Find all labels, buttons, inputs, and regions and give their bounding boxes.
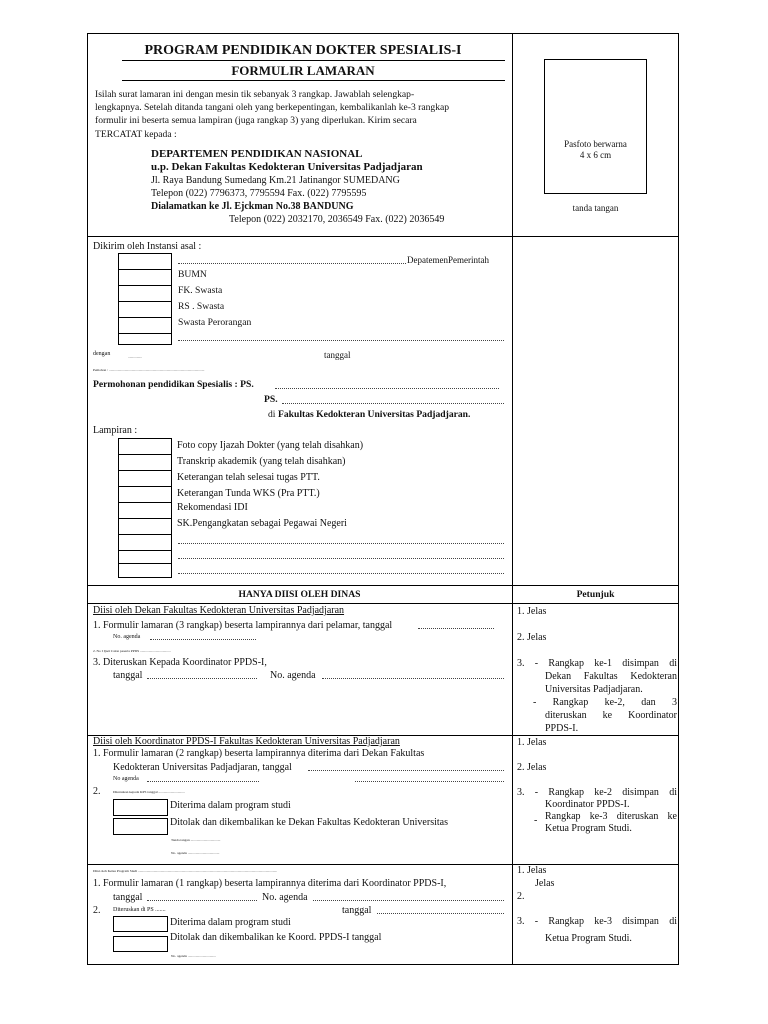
recipient-phone: Telepon (022) 7796373, 7795594 Fax. (022) 7795595 bbox=[151, 188, 367, 199]
request-blank-1[interactable] bbox=[275, 388, 499, 389]
checkbox-attach-9[interactable] bbox=[118, 563, 172, 578]
sec3-hint-3a: 3. - Rangkap ke-3 disimpan di bbox=[517, 916, 677, 927]
sec1-item3a: 3. Diteruskan Kepada Koordinator PPDS-I, bbox=[93, 657, 267, 668]
sec2-opt1: Diterima dalam program studi bbox=[170, 800, 291, 811]
sec1-item3b: tanggal bbox=[113, 670, 143, 681]
sec3-item2: 2. bbox=[93, 905, 101, 916]
sec2-title: Diisi oleh Koordinator PPDS-I Fakultas Kedokteran Universitas Padjadjaran bbox=[93, 736, 400, 747]
sec3-item1c-blank[interactable] bbox=[313, 900, 504, 901]
form-title: PROGRAM PENDIDIKAN DOKTER SPESIALIS-I bbox=[144, 43, 462, 58]
sec2-hint-1: 1. Jelas bbox=[517, 737, 547, 748]
sec2-hint-3d: Ketua Program Studi. bbox=[545, 823, 632, 834]
request-faculty: Fakultas Kedokteran Universitas Padjadjaran. bbox=[278, 409, 471, 420]
office-header: HANYA DIISI OLEH DINAS bbox=[238, 589, 361, 600]
form-subtitle: FORMULIR LAMARAN bbox=[231, 63, 375, 78]
tanggal-label: tanggal bbox=[324, 350, 351, 360]
sec2-hint-2: 2. Jelas bbox=[517, 762, 547, 773]
sec1-item1: 1. Formulir lamaran (3 rangkap) beserta lampirannya dari pelamar, tanggal bbox=[93, 620, 393, 631]
request-di: di bbox=[268, 409, 276, 420]
sec2-opt2: Ditolak dan dikembalikan ke Dekan Fakultas Kedokteran Universitas bbox=[170, 817, 448, 828]
checkbox-sender-6[interactable] bbox=[118, 333, 172, 345]
sender-option-1: DepatemenPemerintah bbox=[407, 255, 489, 265]
attachments-label: Lampiran : bbox=[93, 425, 138, 436]
checkbox-attach-8[interactable] bbox=[118, 550, 172, 564]
attach-blank-3[interactable] bbox=[178, 573, 504, 574]
sec3-item1c: No. agenda bbox=[262, 892, 308, 903]
sec1-hint-3f: PPDS-I. bbox=[545, 723, 579, 734]
sec2-agenda-blank[interactable] bbox=[147, 781, 259, 782]
request-ps: PS. bbox=[264, 394, 278, 405]
subtitle-underline bbox=[122, 80, 505, 81]
attach-item-6: SK.Pengangkatan sebagai Pegawai Negeri bbox=[177, 518, 347, 529]
sec1-item3c-blank[interactable] bbox=[322, 678, 504, 679]
sec1-hint-2: 2. Jelas bbox=[517, 632, 547, 643]
instruction-line-4: TERCATAT kepada : bbox=[95, 129, 177, 140]
checkbox-attach-5[interactable] bbox=[118, 502, 172, 519]
sec1-hint-3e: diteruskan ke Koordinator bbox=[545, 710, 677, 721]
sec2-item2: 2. bbox=[93, 786, 101, 797]
recipient-forward: Dialamatkan ke Jl. Ejckman No.38 BANDUNG bbox=[151, 201, 354, 212]
sec2-hint-3a: 3. - Rangkap ke-2 disimpan di bbox=[517, 787, 677, 798]
photo-label: Pasfoto berwarna bbox=[564, 139, 627, 149]
checkbox-attach-6[interactable] bbox=[118, 518, 172, 535]
sec2-hint-3c: Rangkap ke-3 diteruskan ke bbox=[545, 811, 677, 822]
checkbox-sender-5[interactable] bbox=[118, 317, 172, 334]
sec3-item1b: tanggal bbox=[113, 892, 143, 903]
photo-size: 4 x 6 cm bbox=[579, 150, 612, 160]
sender-blank-1[interactable] bbox=[178, 263, 406, 264]
sec1-hint-3c: Universitas Padjadjaran. bbox=[545, 684, 643, 695]
checkbox-attach-7[interactable] bbox=[118, 534, 172, 551]
divider-sender bbox=[87, 585, 679, 586]
sec3-opt1: Diterima dalam program studi bbox=[170, 917, 291, 928]
divider-office-header bbox=[87, 603, 679, 604]
sec3-hint-1a: 1. Jelas bbox=[517, 865, 547, 876]
attach-blank-2[interactable] bbox=[178, 558, 504, 559]
checkbox-sender-1[interactable] bbox=[118, 253, 172, 270]
sec2-hint-3b: Koordinator PPDS-I. bbox=[545, 799, 630, 810]
sec3-tiny-a: No. agenda ................................ bbox=[171, 954, 216, 958]
checkbox-attach-1[interactable] bbox=[118, 438, 172, 455]
sender-blank-other[interactable] bbox=[178, 340, 504, 341]
checkbox-sender-3[interactable] bbox=[118, 285, 172, 302]
sec2-agenda-blank-2[interactable] bbox=[355, 781, 504, 782]
checkbox-sec2-reject[interactable] bbox=[113, 818, 168, 835]
sender-option-5: Swasta Perorangan bbox=[178, 317, 252, 328]
checkbox-sender-4[interactable] bbox=[118, 301, 172, 318]
checkbox-sec3-accept[interactable] bbox=[113, 916, 168, 932]
attach-item-4: Keterangan Tunda WKS (Pra PTT.) bbox=[177, 488, 320, 499]
sec2-tiny-a: Tanda tangan .................................. bbox=[171, 838, 221, 842]
divider-sec3 bbox=[87, 864, 679, 865]
pemohon-note: Pemohon : ............................................................................................................. bbox=[93, 368, 205, 372]
instruction-line-2: lengkapnya. Setelah ditanda tangani oleh yang berkepentingan, kembalikanlah ke-3 rangkap bbox=[95, 102, 450, 113]
dengan-label: dengan bbox=[93, 351, 111, 357]
photo-box[interactable] bbox=[544, 59, 647, 194]
title-underline bbox=[122, 60, 505, 61]
instruction-line-3: formulir ini beserta semua lampiran (juga rangkap 3) yang diperlukan. Kirim secara bbox=[95, 115, 417, 126]
column-divider bbox=[512, 33, 513, 965]
sec1-agenda-blank[interactable] bbox=[150, 639, 256, 640]
attach-item-5: Rekomendasi IDI bbox=[177, 502, 248, 513]
sec3-tiny2: Diteruskan di PS ....... bbox=[113, 907, 166, 913]
sec2-tiny-b: No. agenda .................................... bbox=[171, 851, 220, 855]
signature-label: tanda tangan bbox=[572, 203, 619, 213]
checkbox-sec2-accept[interactable] bbox=[113, 799, 168, 816]
sec1-item3c: No. agenda bbox=[270, 670, 316, 681]
sec3-tiny-title: Diisi oleh Ketua Program Studi ............................................................................................................................................................... bbox=[93, 869, 278, 873]
sec2-item1b-blank[interactable] bbox=[308, 770, 504, 771]
sec1-hint-3a: 3. - Rangkap ke-1 disimpan di bbox=[517, 658, 677, 669]
sec1-agenda: No. agenda bbox=[113, 634, 141, 640]
sec3-hint-2: 2. bbox=[517, 891, 525, 902]
sec1-title: Diisi oleh Dekan Fakultas Kedokteran Universitas Padjadjaran bbox=[93, 605, 345, 616]
attach-item-2: Transkrip akademik (yang telah disahkan) bbox=[177, 456, 346, 467]
recipient-attn: u.p. Dekan Fakultas Kedokteran Universitas Padjadjaran bbox=[151, 161, 423, 173]
attach-item-3: Keterangan telah selesai tugas PTT. bbox=[177, 472, 320, 483]
sec2-tiny2: Diteruskan kepada KPS tanggal .............................. bbox=[113, 790, 185, 794]
sec3-tanggal-blank[interactable] bbox=[377, 913, 504, 914]
sec3-opt2: Ditolak dan dikembalikan ke Koord. PPDS-I tanggal bbox=[170, 932, 382, 943]
sec1-hint-1: 1. Jelas bbox=[517, 606, 547, 617]
sec3-hint-1b: Jelas bbox=[535, 878, 555, 889]
sec1-item1-blank[interactable] bbox=[418, 628, 494, 629]
instruction-line-1: Isilah surat lamaran ini dengan mesin tik sebanyak 3 rangkap. Jawablah selengkap- bbox=[95, 89, 415, 100]
checkbox-attach-3[interactable] bbox=[118, 470, 172, 487]
sender-label: Dikirim oleh Instansi asal : bbox=[93, 241, 202, 252]
sec2-item1b: Kedokteran Universitas Padjadjaran, tanggal bbox=[113, 762, 292, 773]
dengan-small: ................ bbox=[128, 355, 142, 359]
sec3-item1b-blank[interactable] bbox=[147, 900, 257, 901]
sender-option-3: FK. Swasta bbox=[178, 285, 223, 296]
checkbox-sec3-reject[interactable] bbox=[113, 936, 168, 952]
checkbox-sender-2[interactable] bbox=[118, 269, 172, 286]
sec1-item3b-blank[interactable] bbox=[147, 678, 257, 679]
attach-blank-1[interactable] bbox=[178, 543, 504, 544]
sec2-item1a: 1. Formulir lamaran (2 rangkap) beserta lampirannya diterima dari Dekan Fakultas bbox=[93, 748, 425, 759]
request-blank-2[interactable] bbox=[282, 403, 504, 404]
sec3-item1a: 1. Formulir lamaran (1 rangkap) beserta lampirannya diterima dari Koordinator PPDS-I, bbox=[93, 878, 447, 889]
hint-header: Petunjuk bbox=[576, 589, 615, 600]
recipient-phone2: Telepon (022) 2032170, 2036549 Fax. (022) 2036549 bbox=[229, 214, 445, 225]
sec1-hint-3b: Dekan Fakultas Kedokteran bbox=[545, 671, 677, 682]
sec2-hint-dash: - bbox=[534, 815, 538, 826]
divider-header bbox=[87, 236, 679, 237]
request-label: Permohonan pendidikan Spesialis : PS. bbox=[93, 379, 254, 390]
sender-option-2: BUMN bbox=[178, 269, 207, 280]
attach-item-1: Foto copy Ijazah Dokter (yang telah disahkan) bbox=[177, 440, 364, 451]
checkbox-attach-4[interactable] bbox=[118, 486, 172, 503]
sender-option-4: RS . Swasta bbox=[178, 301, 225, 312]
sec3-tanggal: tanggal bbox=[342, 905, 372, 916]
sec2-agenda: No agenda bbox=[113, 776, 139, 782]
recipient-address: Jl. Raya Bandung Sumedang Km.21 Jatinangor SUMEDANG bbox=[151, 175, 400, 186]
recipient-dept: DEPARTEMEN PENDIDIKAN NASIONAL bbox=[151, 148, 363, 160]
checkbox-attach-2[interactable] bbox=[118, 454, 172, 471]
sec3-hint-3b: Ketua Program Studi. bbox=[545, 933, 632, 944]
sec1-hint-3d: - Rangkap ke-2, dan 3 bbox=[533, 697, 677, 708]
sec1-tiny2: 2. No I Ijazi Calon peserta PPDS ................................... bbox=[93, 649, 171, 653]
